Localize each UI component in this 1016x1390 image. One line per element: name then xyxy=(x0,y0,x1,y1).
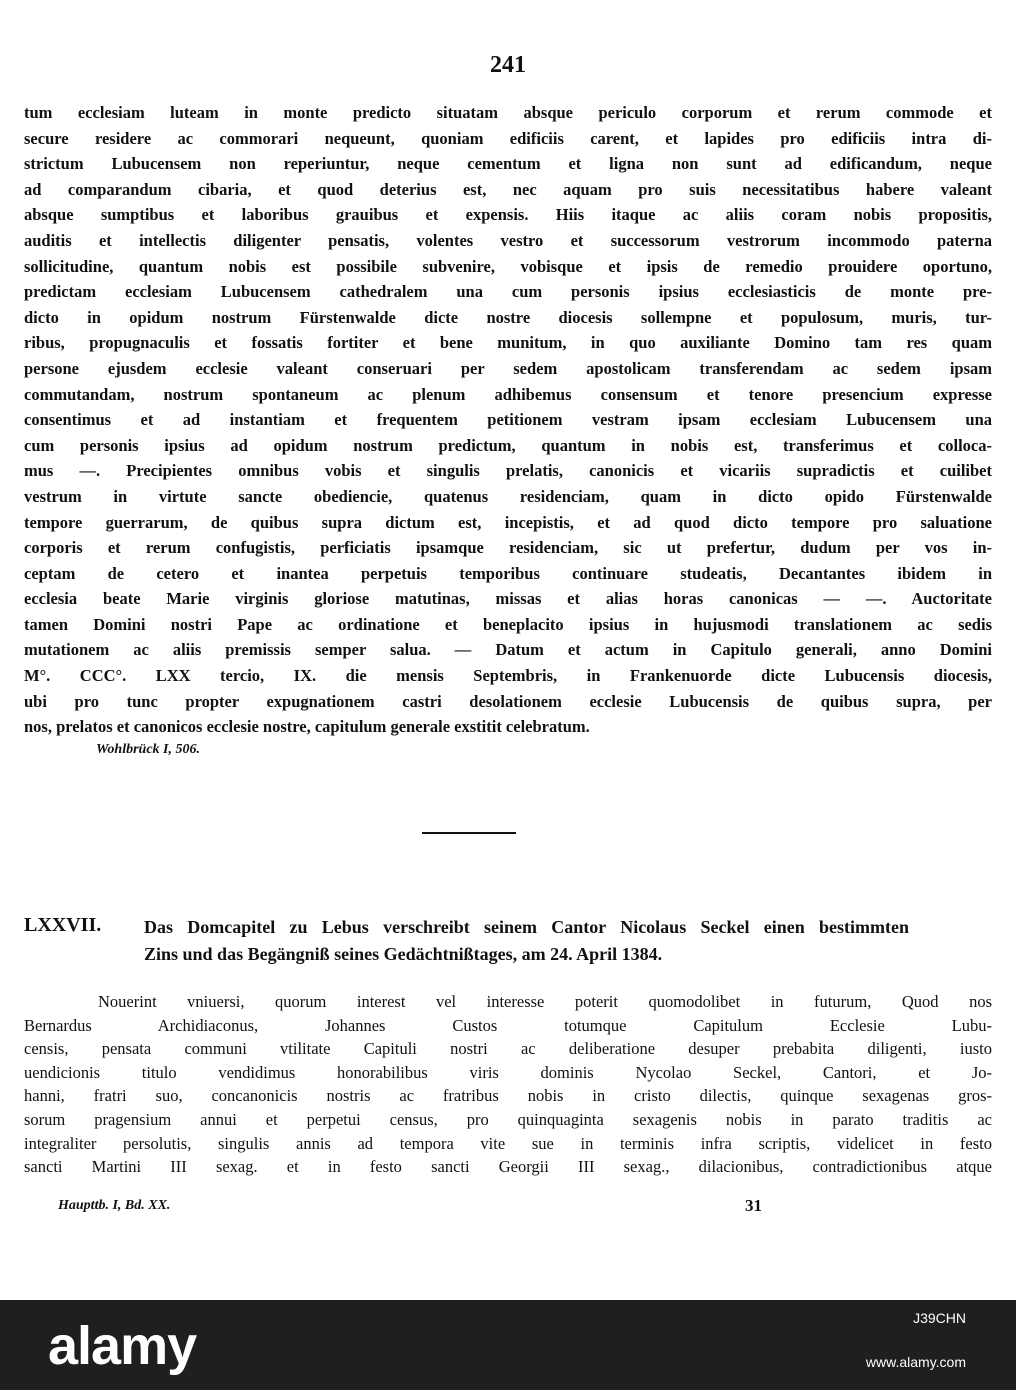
footer-signature: Haupttb. I, Bd. XX. xyxy=(58,1198,171,1213)
text-line: persone ejusdem ecclesie valeant conseruari per sedem apostolicam transferendam ac sedem ipsam xyxy=(24,358,992,378)
main-text-block xyxy=(24,100,992,740)
document-heading xyxy=(144,914,909,968)
text-line: corporis et rerum confugistis, perficiatis ipsamque residenciam, sic ut prefertur, dudum per vos in- xyxy=(24,538,992,558)
text-line: strictum Lubucensem non reperiuntur, neque cementum et ligna non sunt ad edificandum, neque xyxy=(24,154,992,174)
text-line: mus —. Precipientes omnibus vobis et singulis prelatis, canonicis et vicariis supradictis et cuilibet xyxy=(24,461,992,481)
text-line: cum personis ipsius ad opidum nostrum predictum, quantum in nobis est, transferimus et colloca- xyxy=(24,435,992,455)
text-line: censis, pensata communi vtilitate Capituli nostri ac deliberatione desuper prebabita diligenti, iusto xyxy=(24,1039,992,1059)
text-line: sancti Martini III sexag. et in festo sancti Georgii III sexag., dilacionibus, contradictionibus atque xyxy=(24,1157,992,1177)
document-number: LXXVII. xyxy=(24,914,102,936)
heading-line: Zins und das Begängniß seines Gedächtnißtages, am 24. April 1384. xyxy=(144,944,663,964)
text-line: integraliter persolutis, singulis annis ad tempora vite sue in terminis infra scriptis, videlicet in festo xyxy=(24,1133,992,1153)
heading-line: Das Domcapitel zu Lebus verschreibt seinem Cantor Nicolaus Seckel einen bestimmten xyxy=(144,917,909,937)
text-line: tum ecclesiam luteam in monte predicto situatam absque periculo corporum et rerum commode et xyxy=(24,103,992,122)
section-divider xyxy=(422,832,516,834)
text-line: Bernardus Archidiaconus, Johannes Custos totumque Capitulum Ecclesie Lubu- xyxy=(24,1015,992,1035)
text-line: secure residere ac commorari nequeunt, quoniam edificiis carent, et lapides pro edificiis intra di- xyxy=(24,128,992,148)
text-line: vestrum in virtute sancte obediencie, quatenus residenciam, quam in dicto opido Fürstenwalde xyxy=(24,486,992,506)
text-line: commutandam, nostrum spontaneum ac plenum adhibemus consensum et tenore presencium expresse xyxy=(24,384,992,404)
text-line: tempore guerrarum, de quibus supra dictum est, incepistis, et ad quod dicto tempore pro saluatione xyxy=(24,512,992,532)
text-line: absque sumptibus et laboribus grauibus et expensis. Hiis itaque ac aliis coram nobis propositis, xyxy=(24,205,992,225)
stock-url[interactable]: www.alamy.com xyxy=(865,1354,966,1370)
stock-watermark-bar xyxy=(0,1300,1016,1390)
text-line: hanni, fratri suo, concanonicis nostris ac fratribus nobis in cristo dilectis, quinque sexagenas gros- xyxy=(24,1086,992,1106)
text-line: sorum pragensium annui et perpetui census, pro quinquaginta sexagenis nobis in parato traditis ac xyxy=(24,1109,992,1129)
text-line: sollicitudine, quantum nobis est possibile subvenire, vobisque et ipsis de remedio prouidere oportuno, xyxy=(24,256,992,276)
text-line: ceptam de cetero et inantea perpetuis temporibus continuare studeatis, Decantantes ibidem in xyxy=(24,563,992,583)
alamy-logo-text: alamy xyxy=(48,1316,197,1376)
alamy-logo xyxy=(48,1314,232,1376)
text-line: Nouerint vniuersi, quorum interest vel interesse poterit quomodolibet in futurum, Quod nos xyxy=(98,992,992,1011)
text-line: ribus, propugnaculis et fossatis fortiter et bene munitum, in quo auxiliante Domino tam res quam xyxy=(24,333,992,353)
text-line: dicto in opidum nostrum Fürstenwalde dicte nostre diocesis sollempne et populosum, muris, tur- xyxy=(24,307,992,327)
text-line: mutationem ac aliis premissis semper salua. — Datum et actum in Capitulo generali, anno Domini xyxy=(24,640,992,660)
footer-sheet-number: 31 xyxy=(745,1196,762,1215)
page-number: 241 xyxy=(490,52,526,78)
text-line: ecclesia beate Marie virginis gloriose matutinas, missas et alias horas canonicas — —. Auctoritate xyxy=(24,589,992,609)
stock-image-id: J39CHN xyxy=(913,1310,966,1326)
text-line: nos, prelatos et canonicos ecclesie nostre, capitulum generale exstitit celebratum. xyxy=(24,717,590,737)
text-line: uendicionis titulo vendidimus honorabilibus viris dominis Nycolao Seckel, Cantori, et Jo- xyxy=(24,1062,992,1082)
source-reference: Wohlbrück I, 506. xyxy=(96,742,200,757)
text-line: predictam ecclesiam Lubucensem cathedralem una cum personis ipsius ecclesiasticis de monte pre- xyxy=(24,282,992,302)
text-line: ubi pro tunc propter expugnationem castri desolationem ecclesie Lubucensis de quibus supra, per xyxy=(24,691,992,711)
charter-text-block xyxy=(24,990,992,1179)
text-line: tamen Domini nostri Pape ac ordinatione et beneplacito ipsius in hujusmodi translationem ac sedis xyxy=(24,614,992,634)
text-line: ad comparandum cibaria, et quod deterius est, nec aquam pro suis necessitatibus habere valeant xyxy=(24,179,992,199)
text-line: M°. CCC°. LXX tercio, IX. die mensis Septembris, in Frankenuorde dicte Lubucensis diocesis, xyxy=(24,666,992,686)
text-line: consentimus et ad instantiam et frequentem petitionem vestram ipsam ecclesiam Lubucensem una xyxy=(24,410,992,430)
text-line: auditis et intellectis diligenter pensatis, volentes vestro et successorum vestrorum incommodo paterna xyxy=(24,230,992,250)
